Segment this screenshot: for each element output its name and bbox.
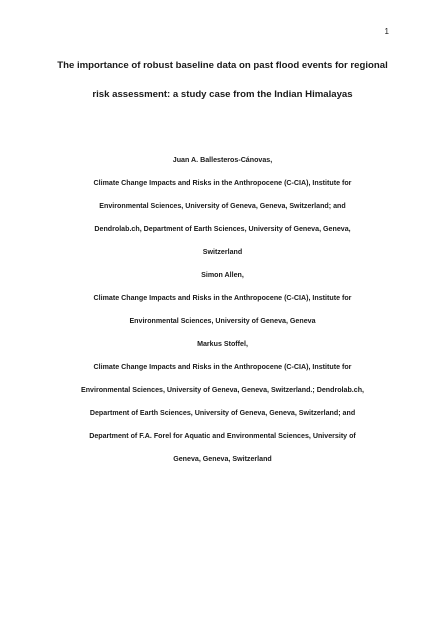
paper-title [40,51,405,109]
affiliation-line: Department of F.A. Forel for Aquatic and Environmental Sciences, University of [89,432,356,440]
affiliation-line: Geneva, Geneva, Switzerland [173,455,272,463]
affiliation-line: Department of Earth Sciences, University of Geneva, Geneva, Switzerland; and [89,409,356,417]
author-block [20,264,425,333]
affiliation-line: Switzerland [202,248,243,256]
affiliation-line: Climate Change Impacts and Risks in the Anthropocene (C-CIA), Institute for [93,179,352,187]
title-line: risk assessment: a study case from the Indian Himalayas [92,89,353,100]
author-name: Simon Allen, [201,271,244,279]
affiliation-line: Climate Change Impacts and Risks in the Anthropocene (C-CIA), Institute for [93,294,352,302]
author-name: Markus Stoffel, [197,340,248,348]
author-block [20,149,425,264]
affiliation-line: Environmental Sciences, University of Geneva, Geneva [129,317,316,325]
title-line: The importance of robust baseline data on past flood events for regional [57,60,388,71]
author-name: Juan A. Ballesteros-Cánovas, [172,156,273,164]
affiliation-line: Environmental Sciences, University of Geneva, Geneva, Switzerland.; Dendrolab.ch, [80,386,365,394]
author-list [20,149,425,471]
page-number: 1 [384,27,389,36]
affiliation-line: Dendrolab.ch, Department of Earth Sciences, University of Geneva, Geneva, [94,225,351,233]
affiliation-line: Environmental Sciences, University of Geneva, Geneva, Switzerland; and [99,202,346,210]
author-block [20,333,425,471]
affiliation-line: Climate Change Impacts and Risks in the Anthropocene (C-CIA), Institute for [93,363,352,371]
